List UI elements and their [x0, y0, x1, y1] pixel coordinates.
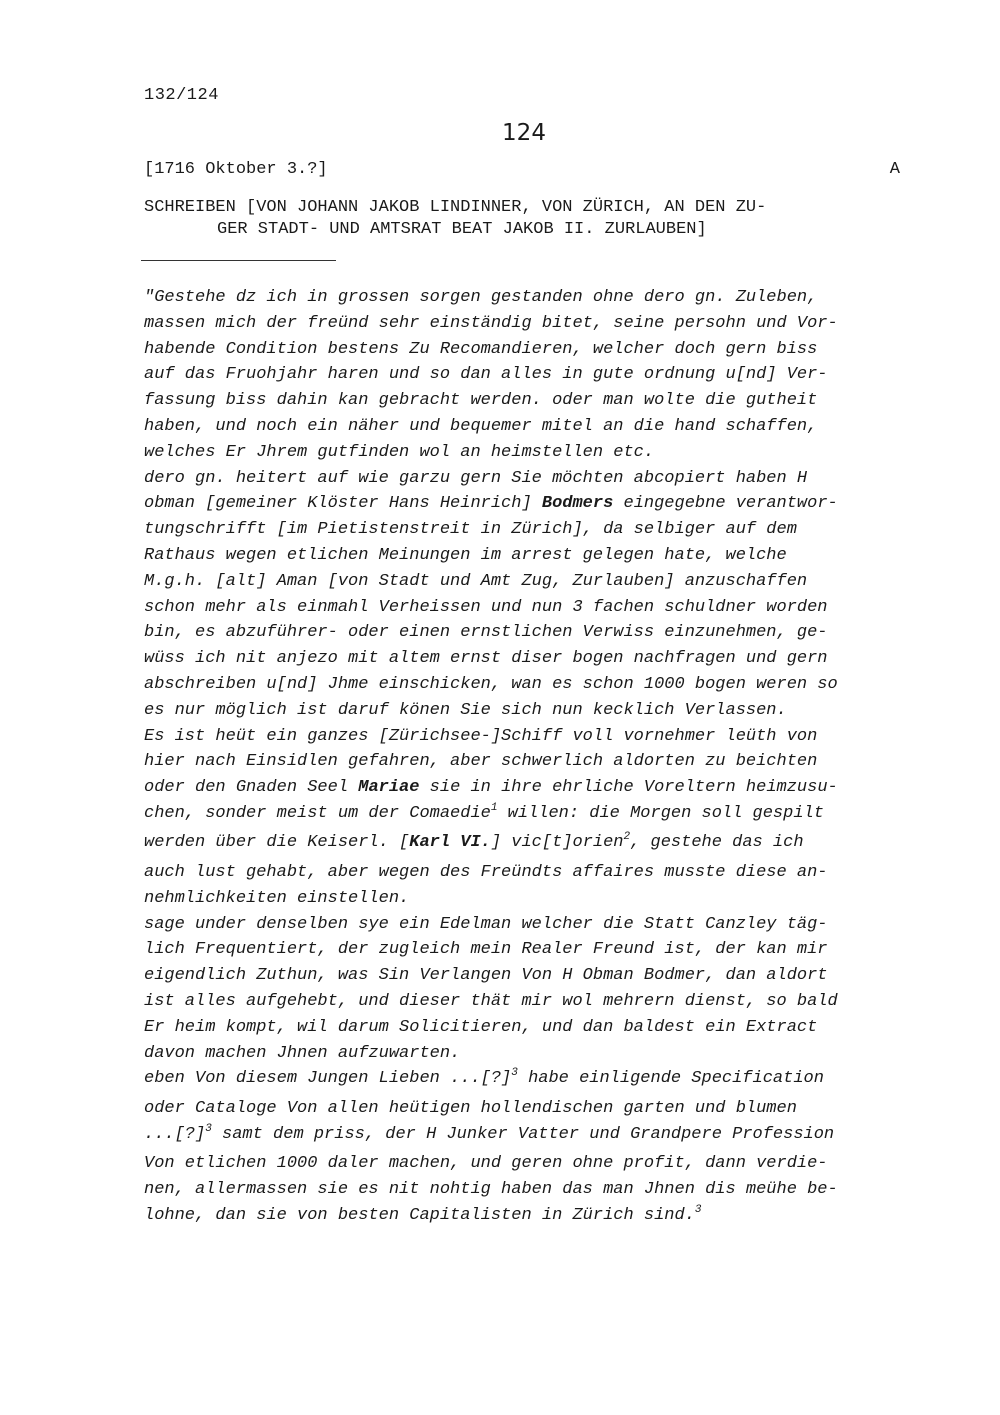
text-line: sage under denselben sye ein Edelman welcher die Statt Canzley täg- — [144, 914, 828, 934]
text-line: Er heim kompt, wil darum Solicitieren, und dan baldest ein Extract — [144, 1017, 818, 1037]
text-segment: obman [gemeiner Klöster Hans Heinrich] — [144, 494, 542, 514]
document-mark: A — [889, 160, 900, 179]
text-segment: lohne, dan sie von besten Capitalisten in Zürich sind. — [144, 1205, 695, 1225]
text-line: nen, allermassen sie es nit nohtig haben das man Jhnen dis meühe be- — [144, 1179, 838, 1199]
text-line: oder Cataloge Von allen heütigen hollendischen garten und blumen — [144, 1098, 797, 1118]
text-line: abschreiben u[nd] Jhme einschicken, wan es schon 1000 bogen weren so — [144, 674, 838, 694]
text-segment: oder den Gnaden Seel — [144, 778, 359, 798]
text-line: schon mehr als einmahl Verheissen und nun 3 fachen schuldner worden — [144, 597, 828, 617]
text-segment: werden über die Keiserl. [ — [144, 833, 410, 853]
text-line: habende Condition bestens Zu Recomandieren, welcher doch gern biss — [144, 339, 818, 359]
document-number: 124 — [502, 120, 546, 146]
text-line: dero gn. heitert auf wie garzu gern Sie möchten abcopiert haben H — [144, 468, 808, 488]
text-segment: willen: die Morgen soll gespilt — [497, 803, 824, 823]
text-line — [144, 1122, 914, 1152]
person-name: Bodmers — [541, 494, 614, 514]
footnote-mark: 3 — [511, 1067, 518, 1080]
page-reference: 132/124 — [144, 86, 219, 105]
text-segment: samt dem priss, der H Junker Vatter und Grandpere Profession — [211, 1124, 835, 1144]
text-line: Es ist heüt ein ganzes [Zürichsee-]Schiff voll vornehmer leüth von — [144, 726, 818, 746]
text-line: "Gestehe dz ich in grossen sorgen gestanden ohne dero gn. Zuleben, — [144, 288, 818, 307]
text-line: nehmlichkeiten einstellen. — [144, 888, 410, 908]
text-segment: eingegebne verantwor- — [613, 494, 838, 514]
heading-line-1: SCHREIBEN [VON JOHANN JAKOB LINDINNER, VON ZÜRICH, AN DEN ZU- — [144, 198, 767, 217]
footnote-mark: 3 — [694, 1203, 702, 1216]
text-line — [144, 775, 914, 801]
text-line — [144, 491, 914, 517]
text-line: haben, und noch ein näher und bequemer mitel an die hand schaffen, — [144, 416, 818, 436]
text-segment: , gestehe das ich — [630, 833, 804, 853]
date-line — [144, 160, 900, 179]
footnote-mark: 3 — [205, 1122, 212, 1135]
text-line: fassung biss dahin kan gebracht werden. oder man wolte die gutheit — [144, 391, 818, 411]
text-line: M.g.h. [alt] Aman [von Stadt und Amt Zug, Zurlauben] anzuschaffen — [144, 571, 808, 591]
text-line — [144, 1203, 914, 1229]
text-line: davon machen Jhnen aufzuwarten. — [144, 1043, 461, 1063]
text-line: auch lust gehabt, aber wegen des Freündts affaires musste diese an- — [144, 862, 828, 882]
document-heading — [144, 197, 904, 241]
text-segment: sie in ihre ehrliche Voreltern heimzusu- — [419, 778, 838, 798]
text-line — [144, 1066, 914, 1096]
text-segment: ...[?] — [144, 1124, 206, 1144]
heading-rule — [141, 260, 336, 261]
text-line: lich Frequentiert, der zugleich mein Realer Freund ist, der kan mir — [144, 940, 828, 960]
text-segment: chen, sonder meist um der Comaedie — [144, 803, 491, 823]
footnote-mark: 2 — [623, 831, 631, 844]
text-line: eigendlich Zuthun, was Sin Verlangen Von H Obman Bodmer, dan aldort — [144, 966, 828, 986]
letter-body — [144, 285, 914, 1229]
text-segment: ] vic[t]orien — [490, 833, 624, 853]
text-line: Von etlichen 1000 daler machen, und geren ohne profit, dann verdie- — [144, 1154, 828, 1174]
person-name: Mariae — [358, 778, 420, 798]
text-line: tungschrifft [im Pietistenstreit in Zürich], da selbiger auf dem — [144, 520, 797, 540]
text-line — [144, 801, 914, 831]
text-line: wüss ich nit anjezo mit altem ernst diser bogen nachfragen und gern — [144, 649, 828, 669]
text-line — [144, 830, 914, 860]
text-line: ist alles aufgehebt, und dieser thät mir wol mehrern dienst, so bald — [144, 991, 838, 1011]
text-line: Rathaus wegen etlichen Meinungen im arrest gelegen hate, welche — [144, 545, 787, 565]
text-line: welches Er Jhrem gutfinden wol an heimstellen etc. — [144, 442, 655, 462]
text-line: hier nach Einsidlen gefahren, aber schwerlich aldorten zu beichten — [144, 752, 818, 772]
text-segment: eben Von diesem Jungen Lieben ...[?] — [144, 1069, 512, 1089]
text-line: auf das Fruohjahr haren und so dan alles in gute ordnung u[nd] Ver- — [144, 365, 828, 385]
footnote-mark: 1 — [490, 801, 498, 814]
person-name: Karl VI. — [409, 833, 491, 853]
text-line: bin, es abzuführer- oder einen ernstlichen Verwiss einzunehmen, ge- — [144, 623, 828, 643]
heading-line-2: GER STADT- UND AMTSRAT BEAT JAKOB II. ZURLAUBEN] — [217, 220, 707, 239]
document-date: [1716 Oktober 3.?] — [144, 160, 328, 179]
text-line: es nur möglich ist daruf könen Sie sich nun kecklich Verlassen. — [144, 700, 787, 720]
text-line: massen mich der freünd sehr einständig bitet, seine persohn und Vor- — [144, 313, 838, 333]
text-segment: habe einligende Specification — [517, 1069, 824, 1089]
